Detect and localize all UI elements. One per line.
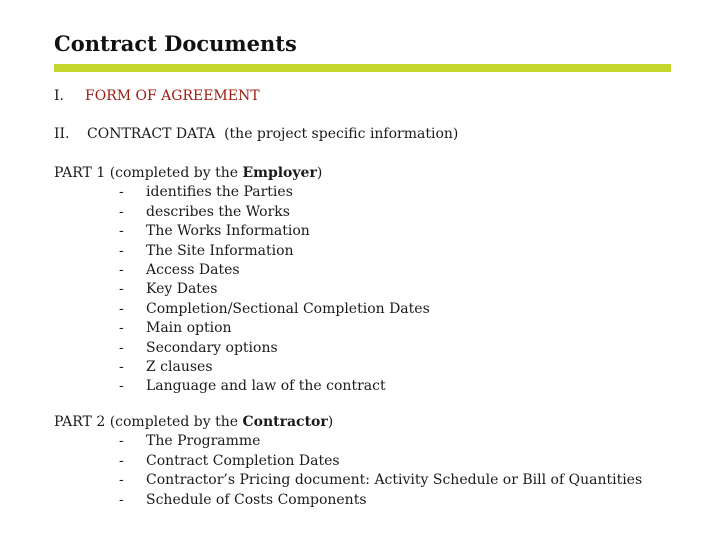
part-label: PART 1 [54, 165, 106, 181]
part-prefix: (completed by the [109, 165, 239, 181]
bullet-dash: - [119, 281, 124, 298]
section-note: (the project specific information) [224, 126, 459, 142]
list-item [54, 432, 642, 451]
part-1-list [54, 183, 430, 396]
part-1-block [54, 164, 430, 397]
section-numeral: II. [54, 126, 70, 142]
list-item [54, 377, 430, 396]
list-item [54, 183, 430, 202]
list-item [54, 358, 430, 377]
part-party: Contractor [242, 414, 328, 430]
list-item-text: Access Dates [146, 262, 240, 279]
part-label: PART 2 [54, 414, 106, 430]
list-item [54, 261, 430, 280]
bullet-dash: - [119, 452, 124, 469]
list-item [54, 339, 430, 358]
title-underline [54, 64, 671, 72]
list-item-text: Key Dates [146, 281, 218, 298]
list-item [54, 491, 642, 510]
bullet-dash: - [119, 472, 124, 489]
bullet-dash: - [119, 223, 124, 240]
part-heading [54, 164, 430, 183]
section-contract-data [54, 126, 458, 142]
bullet-dash: - [119, 203, 124, 220]
page-title: Contract Documents [54, 31, 297, 56]
list-item-text: Z clauses [146, 359, 213, 376]
list-item-text: Contractor’s Pricing document: Activity Schedule or Bill of Quantities [146, 472, 643, 489]
part-2-list [54, 432, 642, 510]
bullet-dash: - [119, 300, 124, 317]
list-item-text: Main option [146, 320, 232, 337]
bullet-dash: - [119, 184, 124, 201]
bullet-dash: - [119, 359, 124, 376]
list-item [54, 452, 642, 471]
list-item-text: The Programme [146, 433, 261, 450]
bullet-dash: - [119, 433, 124, 450]
list-item [54, 203, 430, 222]
list-item [54, 280, 430, 299]
list-item-text: Secondary options [146, 339, 278, 356]
list-item-text: identifies the Parties [146, 184, 293, 201]
part-prefix: (completed by the [109, 414, 239, 430]
part-party: Employer [242, 165, 317, 181]
list-item [54, 471, 642, 490]
list-item-text: Language and law of the contract [146, 378, 386, 395]
list-item-text: Schedule of Costs Components [146, 491, 367, 508]
part-suffix: ) [327, 414, 334, 430]
bullet-dash: - [119, 491, 124, 508]
section-form-of-agreement [54, 88, 260, 104]
part-heading [54, 413, 642, 432]
list-item [54, 319, 430, 338]
list-item-text: The Works Information [146, 223, 310, 240]
section-numeral: I. [54, 88, 64, 104]
bullet-dash: - [119, 339, 124, 356]
section-heading: FORM OF AGREEMENT [85, 88, 260, 104]
list-item-text: Contract Completion Dates [146, 452, 340, 469]
part-suffix: ) [316, 165, 323, 181]
list-item [54, 222, 430, 241]
bullet-dash: - [119, 320, 124, 337]
part-2-block [54, 413, 642, 510]
list-item [54, 242, 430, 261]
list-item-text: The Site Information [146, 242, 294, 259]
section-heading: CONTRACT DATA [87, 126, 216, 142]
bullet-dash: - [119, 378, 124, 395]
list-item-text: describes the Works [146, 203, 290, 220]
list-item [54, 300, 430, 319]
bullet-dash: - [119, 242, 124, 259]
bullet-dash: - [119, 262, 124, 279]
list-item-text: Completion/Sectional Completion Dates [146, 300, 430, 317]
